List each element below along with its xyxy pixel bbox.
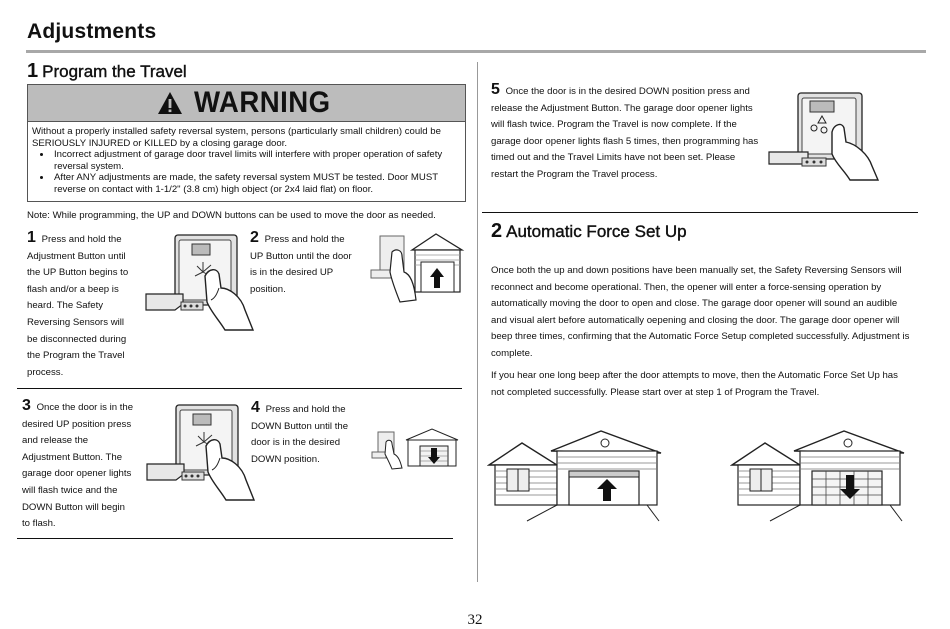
warning-label: WARNING [193, 86, 331, 119]
section-1-heading [27, 60, 187, 83]
step-number: 5 [491, 81, 500, 98]
step-4 [251, 400, 359, 468]
section-divider [482, 212, 918, 213]
step-number: 2 [250, 229, 259, 246]
step-text: Press and hold the DOWN Button until the door is in the desired DOWN position. [251, 404, 349, 465]
page-number: 32 [467, 612, 483, 628]
step-text: Press and hold the UP Button until the door is in the desired UP position. [250, 234, 352, 295]
section-2-title: Automatic Force Set Up [506, 222, 687, 241]
step-divider [17, 388, 462, 389]
section-1-title: Program the Travel [42, 62, 187, 81]
warning-box [27, 84, 466, 202]
section-1-number: 1 [27, 60, 39, 82]
opener-panel-down-button-illustration [768, 90, 884, 182]
house-garage-closing-illustration [730, 425, 910, 523]
step-divider [17, 538, 453, 539]
step-number: 3 [22, 397, 31, 414]
step-text: Press and hold the Adjustment Button until the UP Button begins to flash and/or a beep is heard. The Safety Reversing Sensors will be disconnected during the Program the Travel process. [27, 234, 129, 378]
garage-door-up-illustration [370, 232, 465, 304]
section-2-paragraph-2: If you hear one long beep after the door attempts to move, then the Automatic Force Set Up has not completed successfully. Please start over at step 1 of Program the Travel. [491, 370, 898, 398]
warning-bullet: • Incorrect adjustment of garage door travel limits will interfere with proper operation of safety reversal system. [52, 149, 460, 172]
opener-panel-hand-illustration [145, 232, 255, 332]
step-2 [250, 230, 358, 298]
column-divider [477, 62, 478, 582]
section-2-number: 2 [491, 220, 503, 242]
section-2-paragraph-1: Once both the up and down positions have been manually set, the Safety Reversing Sensors will reconnect and become operational. Then, the opener will enter a force-sensing operation by automatically moving the door to open and close. The garage door opener will sound an audible and visual alert before automatically oepening and closing the door. The garage door opener will beep three times, confirming that the Automatic Force Setup completed successfully. Adjustment is complete. [491, 265, 910, 359]
programming-note: Note: While programming, the UP and DOWN buttons can be used to move the door as needed. [27, 210, 436, 221]
opener-panel-hand-illustration [146, 402, 256, 502]
warning-intro: Without a properly installed safety reversal system, persons (particularly small children) could be SERIOUSLY INJURED or KILLED by a closing garage door. [32, 126, 441, 149]
garage-door-down-illustration [370, 428, 462, 470]
step-text: Once the door is in the desired DOWN position press and release the Adjustment Button. The garage door opener lights will flash twice. Program the Travel is now complete. If the garage door opener lights flash 5 times, then programming has timed out and the Travel Limits have not been set. Please restart the Program the Travel process. [491, 86, 759, 180]
warning-bullet: • After ANY adjustments are made, the safety reversal system MUST be tested. Door MUST reverse on contact with 1-1/2" (3.8 cm) high object (or 2x4 laid flat) on floor. [52, 172, 460, 195]
page-title: Adjustments [27, 20, 157, 43]
step-text: Once the door is in the desired UP position press and release the Adjustment Button. The garage door opener lights will flash twice and the DOWN Button will begin to flash. [22, 402, 134, 530]
step-number: 4 [251, 399, 260, 416]
title-rule [26, 50, 926, 53]
warning-bullets [32, 149, 460, 195]
step-1 [27, 230, 133, 381]
house-garage-opening-illustration [487, 425, 667, 523]
step-number: 1 [27, 229, 36, 246]
section-2-heading [491, 220, 687, 243]
warning-header [28, 85, 465, 122]
step-3 [22, 398, 135, 533]
step-5 [491, 82, 761, 184]
warning-triangle-icon [157, 91, 183, 115]
warning-body [28, 122, 465, 196]
